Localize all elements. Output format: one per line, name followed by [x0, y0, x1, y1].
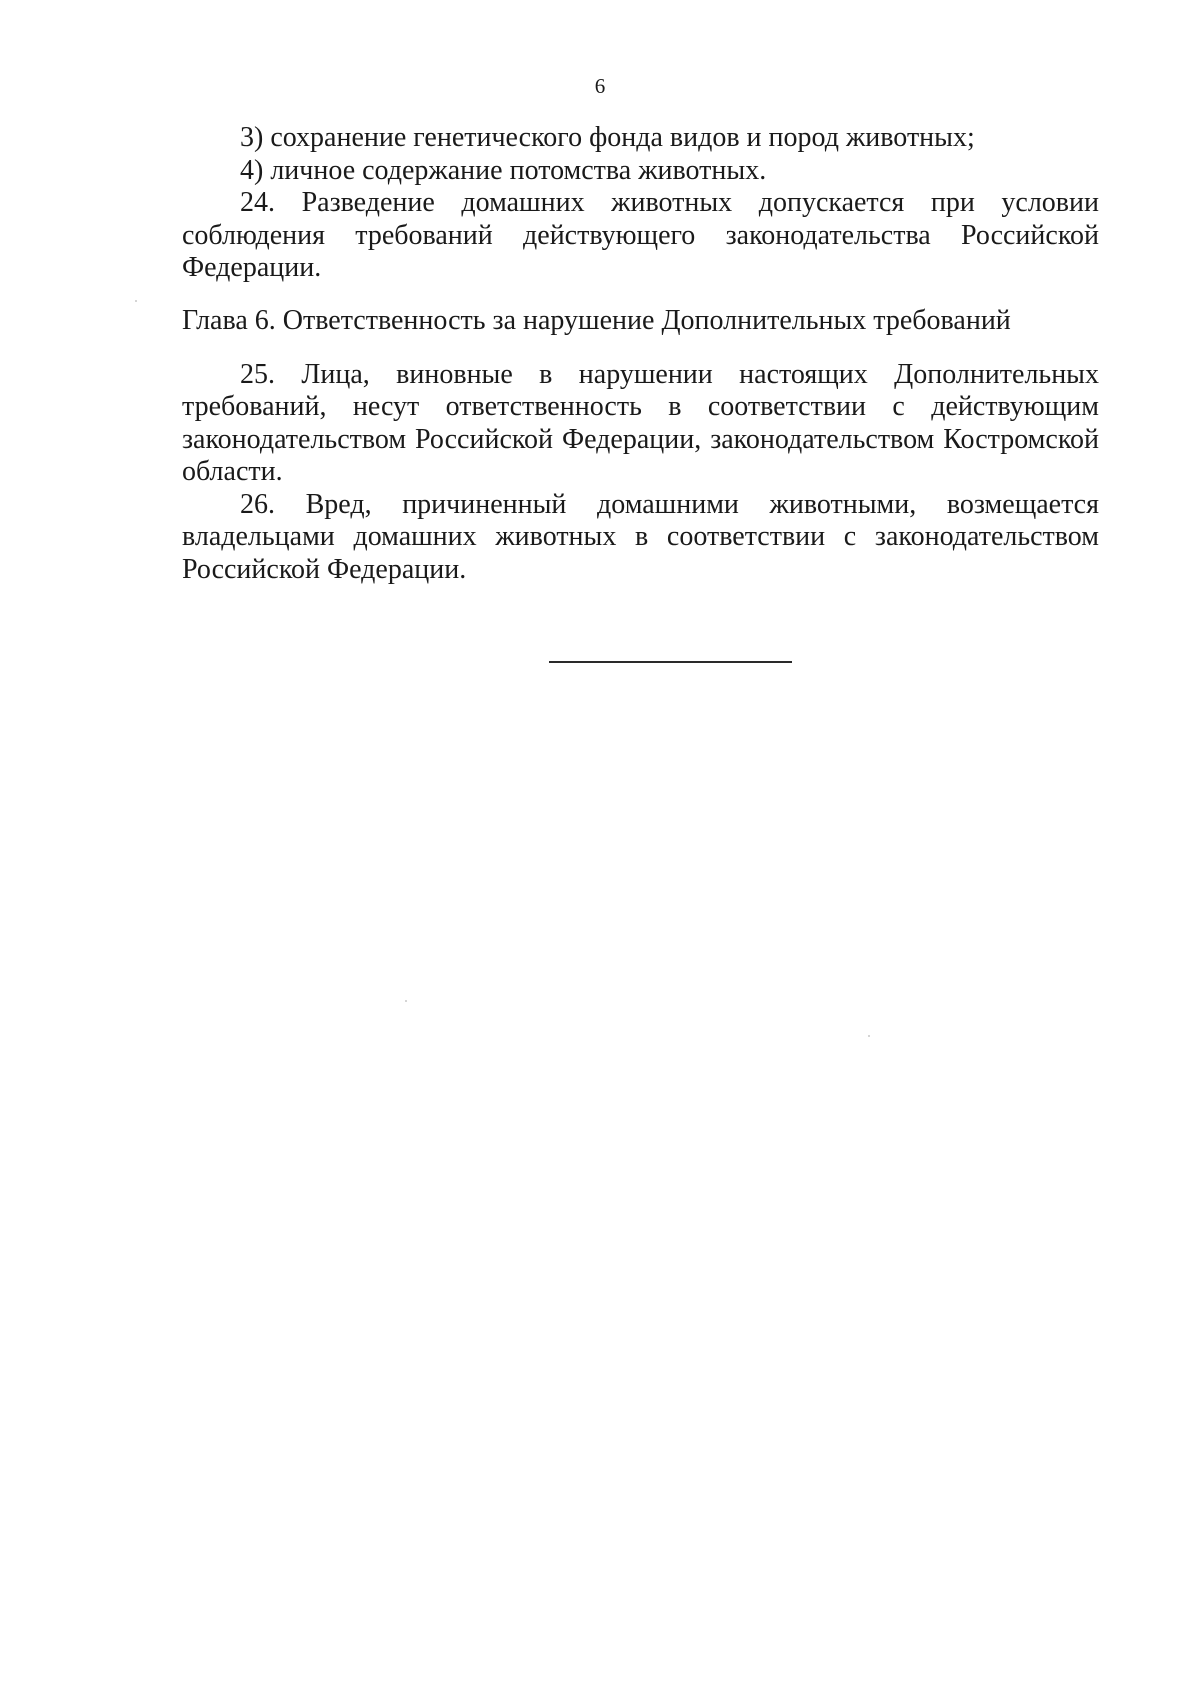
clause-25: 25. Лица, виновные в нарушении настоящих Дополнительных требований, несут ответственность в соответствии с действующим законодательством Российской Федерации, законодательством Костромской области. [182, 358, 1099, 487]
chapter-heading: Глава 6. Ответственность за нарушение Дополнительных требований [182, 304, 1011, 336]
clause-26: 26. Вред, причиненный домашними животными, возмещается владельцами домашних животных в соответствии с законодательством Российской Федерации. [182, 488, 1099, 585]
end-rule [549, 661, 792, 663]
page-number: 6 [594, 74, 606, 98]
document-body [182, 122, 1099, 586]
list-item-4: 4) личное содержание потомства животных. [240, 154, 767, 186]
scan-speck [868, 1035, 870, 1037]
list-item-3: 3) сохранение генетического фонда видов и пород животных; [240, 122, 975, 153]
scan-speck [135, 300, 137, 302]
scan-speck [405, 1000, 407, 1002]
clause-24: 24. Разведение домашних животных допускается при условии соблюдения требований действующего законодательства Российской Федерации. [182, 187, 1099, 283]
